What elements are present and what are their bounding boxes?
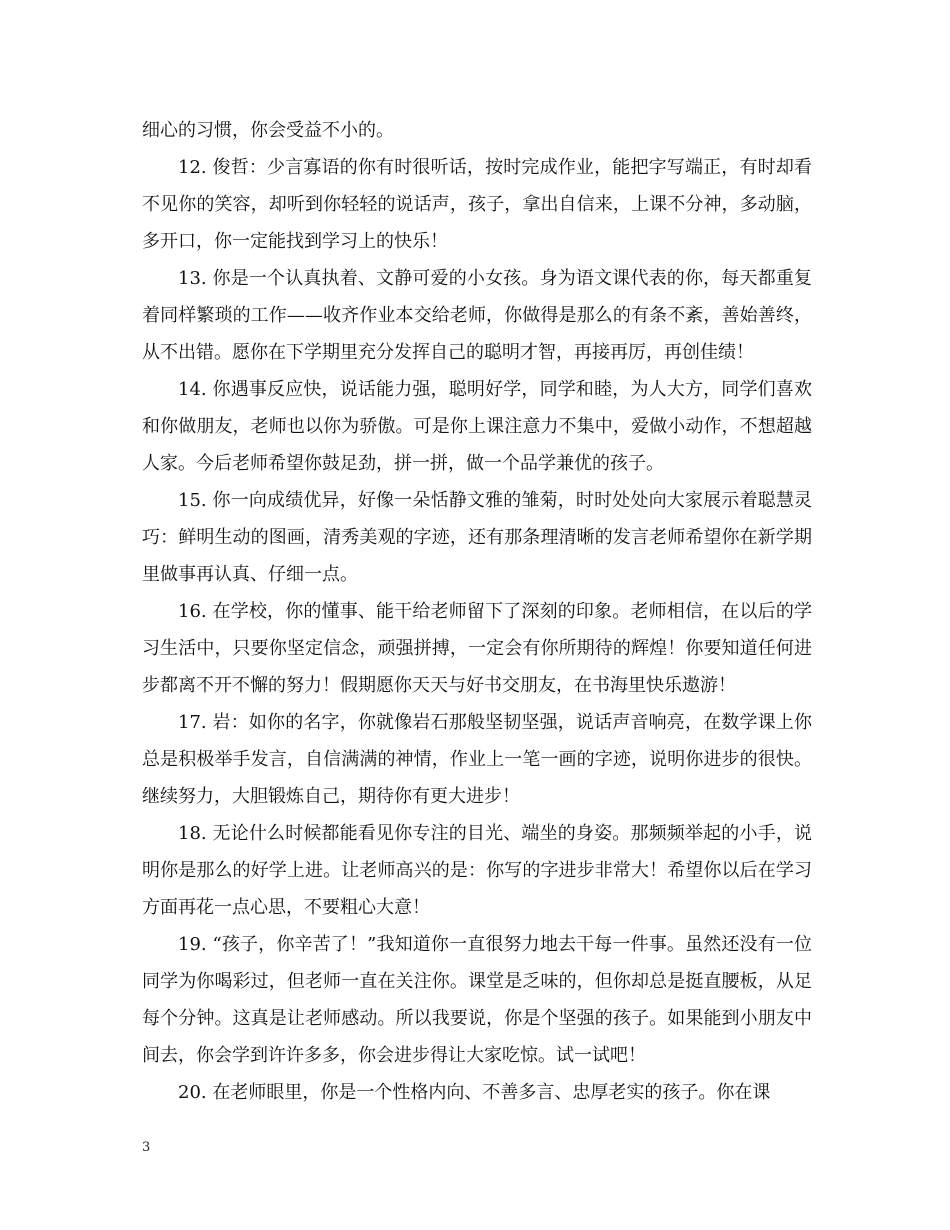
paragraph-item-16: 16. 在学校，你的懂事、能干给老师留下了深刻的印象。老师相信，在以后的学习生活中，只要你坚定信念，顽强拼搏，一定会有你所期待的辉煌！你要知道任何进步都离不开不懈的努力！假期愿你天天与好书交朋友，在书海里快乐遨游！ [142, 601, 812, 696]
paragraph-item-14: 14. 你遇事反应快，说话能力强，聪明好学，同学和睦，为人大方，同学们喜欢和你做朋友，老师也以你为骄傲。可是你上课注意力不集中，爱做小动作，不想超越人家。今后老师希望你鼓足劲，拼一拼，做一个品学兼优的孩子。 [142, 379, 812, 474]
page-number: 3 [142, 1140, 151, 1155]
paragraph-item-15: 15. 你一向成绩优异，好像一朵恬静文雅的雏菊，时时处处向大家展示着聪慧灵巧：鲜明生动的图画，清秀美观的字迹，还有那条理清晰的发言老师希望你在新学期里做事再认真、仔细一点。 [142, 490, 812, 585]
paragraph-item-18: 18. 无论什么时候都能看见你专注的目光、端坐的身姿。那频频举起的小手，说明你是那么的好学上进。让老师高兴的是：你写的字进步非常大！希望你以后在学习方面再花一点心思，不要粗心大意！ [142, 823, 812, 918]
paragraph-item-20: 20. 在老师眼里，你是一个性格内向、不善多言、忠厚老实的孩子。你在课 [178, 1082, 771, 1103]
paragraph-item-12: 12. 俊哲：少言寡语的你有时很听话，按时完成作业，能把字写端正，有时却看不见你的笑容，却听到你轻轻的说话声，孩子，拿出自信来，上课不分神，多动脑，多开口，你一定能找到学习上的快乐！ [142, 157, 812, 252]
document-body [142, 112, 812, 1111]
paragraph-item-19: 19. “孩子，你辛苦了！”我知道你一直很努力地去干每一件事。虽然还没有一位同学为你喝彩过，但老师一直在关注你。课堂是乏味的，但你却总是挺直腰板，从足每个分钟。这真是让老师感动。所以我要说，你是个坚强的孩子。如果能到小朋友中间去，你会学到许许多多，你会进步得让大家吃惊。试一试吧！ [142, 934, 812, 1066]
paragraph-item-13: 13. 你是一个认真执着、文静可爱的小女孩。身为语文课代表的你，每天都重复着同样繁琐的工作——收齐作业本交给老师，你做得是那么的有条不紊，善始善终，从不出错。愿你在下学期里充分发挥自己的聪明才智，再接再厉，再创佳绩！ [142, 268, 812, 363]
paragraph-item-17: 17. 岩：如你的名字，你就像岩石那般坚韧坚强，说话声音响亮，在数学课上你总是积极举手发言，自信满满的神情，作业上一笔一画的字迹，说明你进步的很快。继续努力，大胆锻炼自己，期待你有更大进步！ [142, 712, 812, 807]
paragraph-continuation: 细心的习惯，你会受益不小的。 [142, 120, 394, 141]
